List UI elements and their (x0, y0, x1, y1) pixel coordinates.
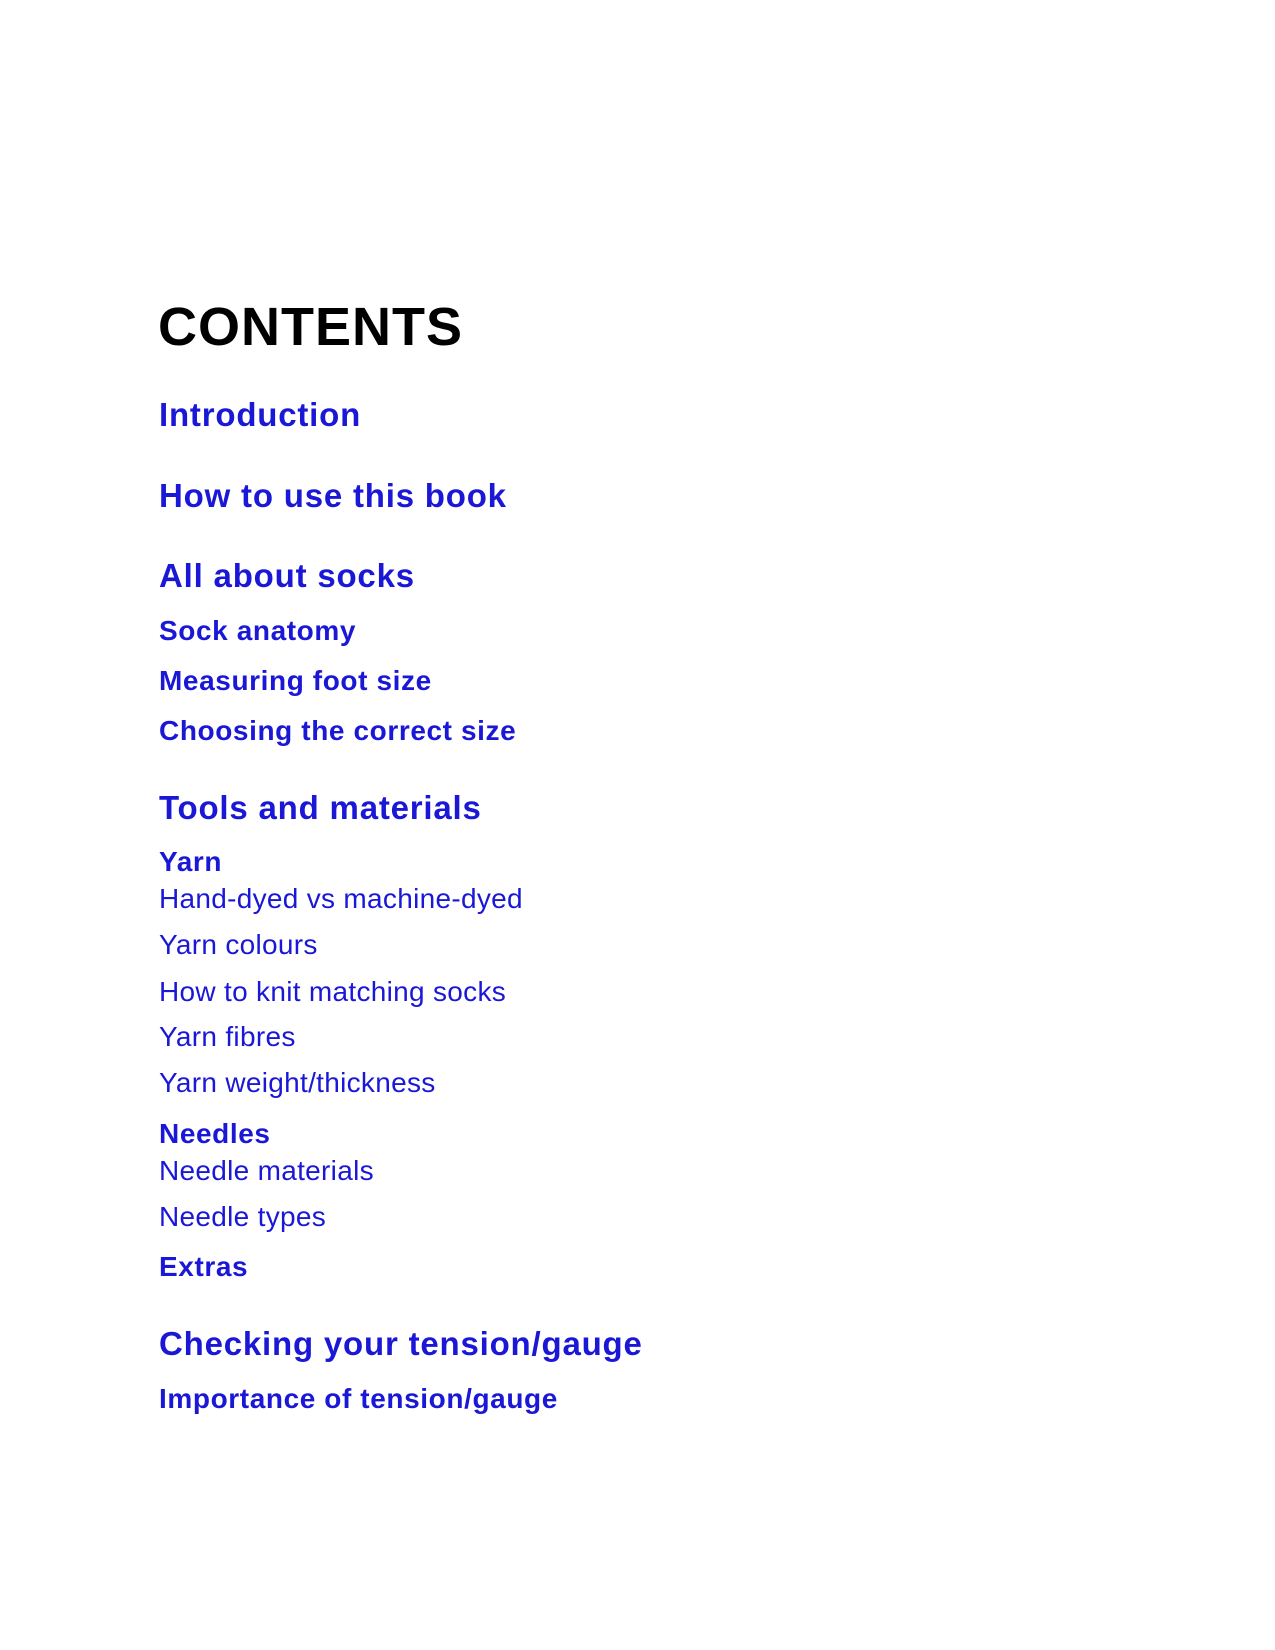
toc-link-measuring-foot-size[interactable]: Measuring foot size (159, 665, 432, 696)
toc-link-extras[interactable]: Extras (159, 1251, 249, 1282)
toc-link-yarn-weight-thickness[interactable]: Yarn weight/thickness (159, 1067, 436, 1098)
toc-link-how-to-knit-matching-socks[interactable]: How to knit matching socks (159, 976, 507, 1007)
toc-link-hand-dyed-vs-machine-dyed[interactable]: Hand-dyed vs machine-dyed (159, 883, 523, 914)
toc-link-needle-materials[interactable]: Needle materials (159, 1155, 374, 1186)
toc-link-how-to-use-this-book[interactable]: How to use this book (159, 477, 507, 514)
page-title: CONTENTS (158, 297, 463, 357)
toc-link-yarn[interactable]: Yarn (159, 846, 223, 877)
toc-link-checking-your-tension-gauge[interactable]: Checking your tension/gauge (159, 1325, 643, 1362)
toc-link-importance-of-tension-gauge[interactable]: Importance of tension/gauge (159, 1383, 558, 1414)
toc-link-tools-and-materials[interactable]: Tools and materials (159, 789, 482, 826)
toc-link-yarn-colours[interactable]: Yarn colours (159, 929, 318, 960)
toc-link-introduction[interactable]: Introduction (159, 396, 362, 433)
toc-link-needle-types[interactable]: Needle types (159, 1201, 327, 1232)
toc-link-all-about-socks[interactable]: All about socks (159, 557, 415, 594)
toc-link-sock-anatomy[interactable]: Sock anatomy (159, 615, 357, 646)
toc-link-choosing-the-correct-size[interactable]: Choosing the correct size (159, 715, 517, 746)
toc-link-yarn-fibres[interactable]: Yarn fibres (159, 1021, 296, 1052)
toc-link-needles[interactable]: Needles (159, 1118, 271, 1149)
